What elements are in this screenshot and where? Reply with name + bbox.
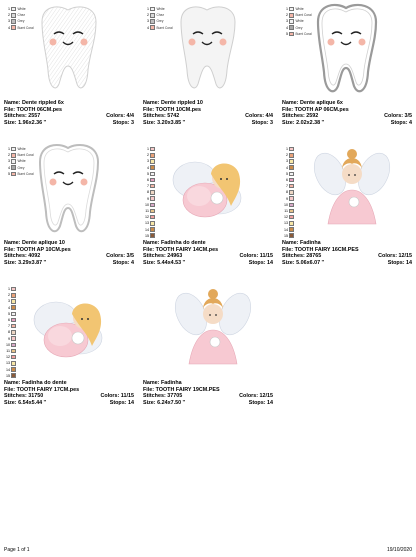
legend-swatch [150,203,155,208]
legend-color-name: Burnt Coral [295,13,312,18]
legend-swatch [289,221,294,226]
legend-number: 4 [286,165,288,170]
legend-number: 12 [6,355,10,360]
legend-swatch [289,233,294,238]
legend-swatch [150,13,155,18]
legend-swatch [11,361,16,366]
legend-number: 4 [147,25,149,30]
legend-number: 6 [147,178,149,183]
legend-swatch [289,209,294,214]
design-stops: Stops: 14 [248,399,273,406]
legend-swatch [289,190,294,195]
legend-swatch [289,172,294,177]
design-stops: Stops: 14 [248,259,273,266]
legend-swatch [150,227,155,232]
legend-swatch [150,190,155,195]
legend-number: 13 [145,221,149,226]
legend-number: 5 [8,311,10,316]
legend-number: 11 [284,208,288,213]
legend-swatch [150,153,155,158]
design-stitches: Stitches: 31750 [4,393,44,400]
legend-swatch [289,178,294,183]
tooth-fairy-lying-large-image [0,280,138,378]
legend-number: 12 [284,215,288,220]
legend-number: 10 [6,342,10,347]
legend-number: 2 [8,153,10,158]
design-file: File: TOOTH 06CM.pes [4,106,63,113]
legend-color-name: Burnt Coral [17,171,34,176]
legend-swatch [11,159,16,164]
legend-swatch [150,178,155,183]
legend-number: 9 [286,196,288,201]
legend-number: 2 [8,293,10,298]
design-size: Size: 6.24x7.50 " [143,399,186,406]
legend-number: 10 [284,202,288,207]
design-info [282,100,412,126]
legend-number: 6 [8,318,10,323]
design-cell-1 [0,0,138,126]
legend-number: 7 [286,184,288,189]
legend-number: 11 [6,348,10,353]
legend-number: 1 [8,147,10,152]
design-file: File: TOOTH AP 06CM.pes [282,106,349,113]
design-stitches: Stitches: 5742 [143,113,180,120]
legend-swatch [150,165,155,170]
design-colors: Colors: 3/5 [106,253,134,260]
legend-swatch [11,172,16,177]
legend-number: 9 [147,196,149,201]
design-cell-4 [0,140,138,266]
design-info [143,380,273,406]
design-stitches: Stitches: 2557 [4,113,41,120]
legend-swatch [11,293,16,298]
legend-swatch [11,367,16,372]
legend-number: 14 [6,367,10,372]
legend-number: 1 [8,287,10,292]
legend-swatch [11,355,16,360]
color-legend [4,6,34,31]
legend-swatch [11,373,16,378]
legend-number: 1 [286,147,288,152]
design-stitches: Stitches: 28765 [282,253,322,260]
legend-swatch [150,215,155,220]
legend-swatch [150,147,155,152]
legend-swatch [150,184,155,189]
legend-swatch [289,19,294,24]
design-colors: Colors: 11/15 [100,393,134,400]
page-number: Page 1 of 1 [4,547,30,553]
legend-number: 1 [286,7,288,12]
legend-number: 3 [147,19,149,24]
legend-number: 8 [8,330,10,335]
legend-swatch [289,147,294,152]
legend-swatch [289,184,294,189]
legend-number: 7 [8,324,10,329]
design-colors: Colors: 4/4 [106,113,134,120]
color-legend [143,6,173,31]
legend-number: 2 [8,13,10,18]
design-name: Name: Fadinha do dente [4,380,67,386]
legend-row [282,233,294,239]
design-stitches: Stitches: 37705 [143,393,183,400]
legend-swatch [11,25,16,30]
color-legend [282,6,312,37]
design-cell-2 [139,0,277,126]
design-name: Name: Dente rippled 6x [4,100,64,106]
legend-number: 11 [145,208,149,213]
design-stops: Stops: 4 [390,119,412,126]
legend-number: 4 [147,165,149,170]
legend-swatch [150,25,155,30]
legend-swatch [289,153,294,158]
legend-number: 9 [8,336,10,341]
legend-swatch [11,287,16,292]
design-stitches: Stitches: 2592 [282,113,319,120]
color-legend [282,146,294,239]
legend-color-name: Burnt Coral [17,25,34,30]
design-size: Size: 2.02x2.38 " [282,119,325,126]
legend-swatch [289,159,294,164]
legend-swatch [11,19,16,24]
legend-swatch [289,215,294,220]
design-info [4,240,134,266]
legend-number: 5 [147,171,149,176]
design-colors: Colors: 12/15 [239,393,273,400]
design-name: Name: Dente rippled 10 [143,100,203,106]
legend-color-name: Burnt Coral [295,31,312,36]
legend-swatch [11,299,16,304]
legend-swatch [150,159,155,164]
legend-color-name: Chez [17,13,25,18]
design-cell-6 [278,140,416,266]
design-info [4,100,134,126]
design-stops: Stops: 3 [112,119,134,126]
legend-swatch [150,196,155,201]
legend-color-name: Chez [156,13,164,18]
design-colors: Colors: 3/5 [384,113,412,120]
legend-swatch [11,349,16,354]
design-size: Size: 3.20x3.85 " [143,119,186,126]
design-name: Name: Fadinha do dente [143,240,206,246]
legend-number: 5 [8,171,10,176]
legend-number: 10 [145,202,149,207]
legend-color-name: White [295,7,304,12]
design-size: Size: 6.54x5.44 " [4,399,47,406]
legend-number: 2 [286,13,288,18]
legend-swatch [289,32,294,37]
legend-number: 3 [8,159,10,164]
legend-number: 1 [8,7,10,12]
legend-color-name: White [295,19,304,24]
legend-swatch [11,165,16,170]
design-info [143,240,273,266]
legend-swatch [289,13,294,18]
legend-swatch [11,343,16,348]
design-info [4,380,134,406]
legend-number: 13 [284,221,288,226]
design-size: Size: 1.96x2.36 " [4,119,47,126]
legend-color-name: White [17,147,26,152]
legend-number: 1 [147,7,149,12]
legend-swatch [11,7,16,12]
legend-swatch [289,203,294,208]
design-cell-5 [139,140,277,266]
legend-number: 1 [147,147,149,152]
design-cell-3 [278,0,416,126]
legend-number: 3 [286,159,288,164]
legend-number: 4 [286,25,288,30]
legend-color-name: Grey [17,165,25,170]
legend-number: 8 [286,190,288,195]
legend-color-name: Grey [156,19,164,24]
legend-color-name: White [156,7,165,12]
design-cell-7 [0,280,138,406]
legend-row [4,171,34,177]
legend-swatch [150,209,155,214]
legend-number: 4 [8,165,10,170]
design-name: Name: Dente aplique 10 [4,240,65,246]
legend-number: 3 [8,19,10,24]
legend-swatch [11,153,16,158]
design-stops: Stops: 14 [387,259,412,266]
design-size: Size: 5.06x6.07 " [282,259,325,266]
legend-number: 2 [147,13,149,18]
legend-number: 14 [284,227,288,232]
legend-row [4,373,16,379]
design-stitches: Stitches: 24963 [143,253,183,260]
legend-swatch [11,330,16,335]
legend-number: 15 [6,373,10,378]
legend-swatch [11,324,16,329]
design-stops: Stops: 14 [109,399,134,406]
tooth-fairy-standing-image [278,140,416,238]
legend-color-name: Burnt Coral [156,25,173,30]
legend-number: 4 [8,25,10,30]
legend-number: 2 [286,153,288,158]
legend-swatch [289,25,294,30]
legend-number: 5 [286,171,288,176]
legend-row [143,233,155,239]
legend-color-name: Burnt Coral [17,153,34,158]
legend-swatch [150,19,155,24]
design-colors: Colors: 4/4 [245,113,273,120]
legend-row [143,25,173,31]
legend-swatch [11,305,16,310]
legend-number: 3 [286,19,288,24]
design-name: Name: Fadinha [143,380,182,386]
legend-swatch [11,336,16,341]
color-legend [143,146,155,239]
design-stops: Stops: 4 [112,259,134,266]
design-file: File: TOOTH FAIRY 16CM.PES [282,246,359,253]
legend-number: 3 [147,159,149,164]
design-colors: Colors: 12/15 [378,253,412,260]
design-stitches: Stitches: 4092 [4,253,41,260]
legend-number: 5 [286,31,288,36]
legend-number: 13 [6,361,10,366]
design-file: File: TOOTH FAIRY 14CM.pes [143,246,219,253]
legend-number: 12 [145,215,149,220]
legend-color-name: Grey [17,19,25,24]
legend-number: 7 [147,184,149,189]
legend-row [282,31,312,37]
design-file: File: TOOTH FAIRY 17CM.pes [4,386,80,393]
legend-swatch [150,172,155,177]
tooth-fairy-standing-large-image [139,280,277,378]
legend-swatch [289,196,294,201]
design-file: File: TOOTH 10CM.pes [143,106,202,113]
legend-number: 14 [145,227,149,232]
color-legend [4,286,16,379]
design-file: File: TOOTH AP 10CM.pes [4,246,71,253]
tooth-fairy-lying-image [139,140,277,238]
legend-number: 8 [147,190,149,195]
print-date: 19/10/2020 [386,547,412,553]
design-size: Size: 3.29x3.87 " [4,259,47,266]
legend-row [4,25,34,31]
legend-number: 3 [8,299,10,304]
design-colors: Colors: 11/15 [239,253,273,260]
legend-swatch [150,233,155,238]
legend-number: 2 [147,153,149,158]
legend-number: 6 [286,178,288,183]
design-cell-8 [139,280,277,406]
design-stops: Stops: 3 [251,119,273,126]
legend-color-name: White [17,159,26,164]
color-legend [4,146,34,177]
design-info [143,100,273,126]
legend-swatch [289,227,294,232]
legend-swatch [11,147,16,152]
legend-swatch [150,7,155,12]
legend-swatch [150,221,155,226]
legend-swatch [11,13,16,18]
design-name: Name: Dente aplique 6x [282,100,343,106]
design-name: Name: Fadinha [282,240,321,246]
legend-swatch [11,318,16,323]
legend-swatch [11,312,16,317]
legend-color-name: Grey [295,25,303,30]
design-file: File: TOOTH FAIRY 19CM.PES [143,386,220,393]
legend-swatch [289,7,294,12]
design-size: Size: 5.44x4.53 " [143,259,186,266]
legend-number: 4 [8,305,10,310]
legend-number: 15 [145,233,149,238]
legend-number: 15 [284,233,288,238]
legend-swatch [289,165,294,170]
design-info [282,240,412,266]
legend-color-name: White [17,7,26,12]
